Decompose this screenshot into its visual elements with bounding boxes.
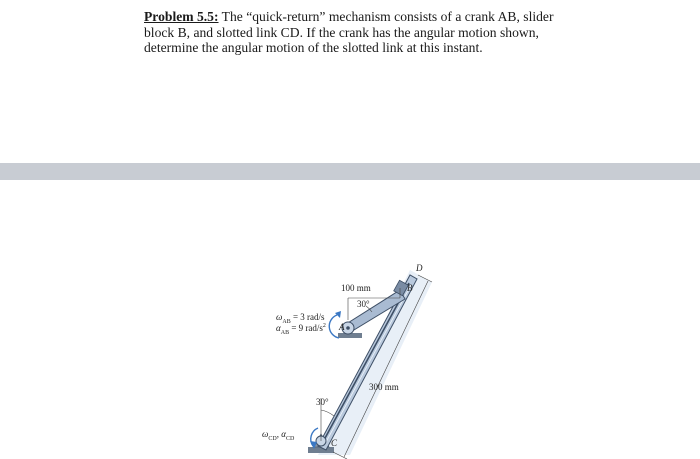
crank-rotation-arrow — [329, 315, 339, 338]
label-a: A — [339, 322, 345, 332]
angle-label-top: 30° — [357, 299, 370, 309]
label-d: D — [416, 263, 423, 273]
alpha-ab-label: $\alpha_{AB} = 9$ rad/$s^2$ — [276, 323, 326, 336]
omega-alpha-cd-label: $\omega_{CD}$, $\alpha_{CD}$ — [262, 429, 295, 442]
problem-text: The “quick-return” mechanism consists of a crank AB, slider block B, and slotted link CD. If the crank has the angular motion shown, determine the angular motion of the slotted link at this instant. — [144, 9, 554, 55]
problem-label: Problem 5.5: — [144, 9, 219, 24]
angle-label-bottom: 30° — [316, 397, 329, 407]
dimension-label-300mm: 300 mm — [369, 382, 399, 392]
crank-rotation-arrowhead — [335, 311, 341, 318]
label-c: C — [331, 438, 338, 448]
omega-ab-label: $\omega_{AB} = 3$ rad/s — [276, 312, 325, 325]
dimension-label-100mm: 100 mm — [341, 283, 371, 293]
label-b: B — [407, 283, 413, 293]
angle-arc-bottom — [321, 410, 334, 416]
